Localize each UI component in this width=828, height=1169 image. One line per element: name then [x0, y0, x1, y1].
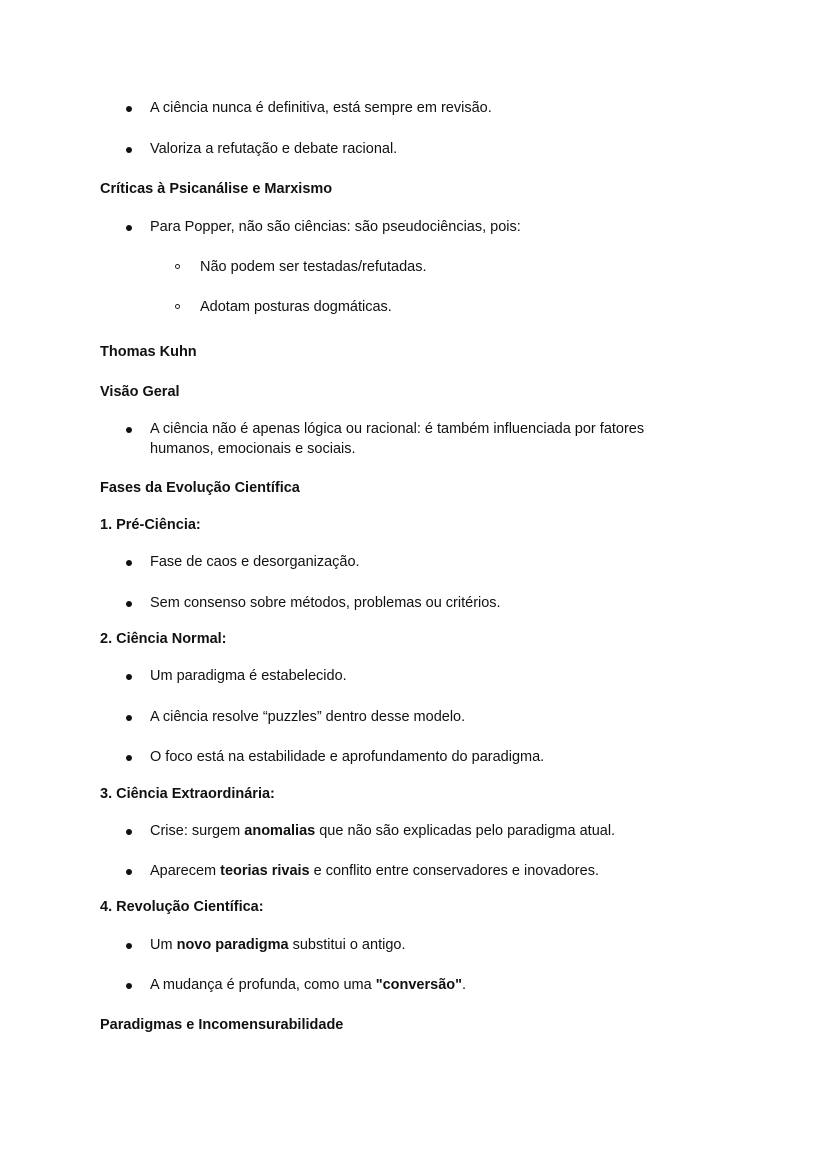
- bullet-icon: [126, 601, 132, 607]
- bullet-icon: [126, 943, 132, 949]
- bullet-icon: [126, 674, 132, 680]
- bullet-icon: [126, 560, 132, 566]
- bold-term: "conversão": [375, 977, 462, 993]
- bullet-icon: [126, 755, 132, 761]
- text-run: A mudança é profunda, como uma: [150, 977, 376, 993]
- bullet-icon: [126, 106, 132, 112]
- bullet-item: O foco está na estabilidade e aprofundamento do paradigma.: [150, 749, 545, 765]
- text-run: Aparecem: [150, 863, 221, 879]
- phase-heading: 2. Ciência Normal:: [100, 631, 227, 647]
- bullet-icon: [126, 983, 132, 989]
- bullet-icon: [126, 225, 132, 231]
- section-heading: Visão Geral: [100, 384, 180, 400]
- bullet-item: A ciência nunca é definitiva, está sempre em revisão.: [150, 100, 492, 116]
- bullet-item: Para Popper, não são ciências: são pseudociências, pois:: [150, 219, 521, 235]
- bullet-icon: [126, 147, 132, 153]
- bullet-item: Valoriza a refutação e debate racional.: [150, 141, 398, 157]
- phase-heading: 1. Pré-Ciência:: [100, 517, 201, 533]
- hollow-bullet-icon: [175, 264, 180, 269]
- bullet-icon: [126, 715, 132, 721]
- text-run: .: [462, 977, 467, 993]
- sub-bullet-item: Não podem ser testadas/refutadas.: [200, 259, 427, 275]
- section-heading: Paradigmas e Incomensurabilidade: [100, 1017, 344, 1033]
- bullet-item: [150, 936, 405, 955]
- text-run: Crise: surgem: [150, 823, 245, 839]
- text-run: e conflito entre conservadores e inovadores.: [309, 863, 599, 879]
- bold-term: novo paradigma: [176, 937, 289, 953]
- phase-heading: 4. Revolução Científica:: [100, 899, 264, 915]
- bullet-item: A ciência resolve “puzzles” dentro desse modelo.: [150, 709, 466, 725]
- bullet-icon: [126, 829, 132, 835]
- bullet-item: [150, 822, 615, 841]
- bullet-icon: [126, 869, 132, 875]
- phase-heading: 3. Ciência Extraordinária:: [100, 786, 275, 802]
- bullet-item: [150, 862, 599, 881]
- text-run: substitui o antigo.: [288, 937, 406, 953]
- hollow-bullet-icon: [175, 304, 180, 309]
- bullet-item: [150, 976, 466, 995]
- section-heading: Fases da Evolução Científica: [100, 480, 300, 496]
- sub-bullet-item: Adotam posturas dogmáticas.: [200, 299, 392, 315]
- bullet-item: Um paradigma é estabelecido.: [150, 668, 347, 684]
- bullet-item: Fase de caos e desorganização.: [150, 554, 360, 570]
- bullet-item: A ciência não é apenas lógica ou racional: é também influenciada por fatores humanos, emocionais e sociais.: [150, 421, 645, 457]
- bold-term: anomalias: [244, 823, 316, 839]
- text-run: que não são explicadas pelo paradigma atual.: [315, 823, 616, 839]
- section-heading: Críticas à Psicanálise e Marxismo: [100, 181, 333, 197]
- bullet-item: Sem consenso sobre métodos, problemas ou critérios.: [150, 595, 501, 611]
- section-heading: Thomas Kuhn: [100, 344, 197, 360]
- bullet-icon: [126, 427, 132, 433]
- text-run: Um: [150, 937, 177, 953]
- bold-term: teorias rivais: [220, 863, 310, 879]
